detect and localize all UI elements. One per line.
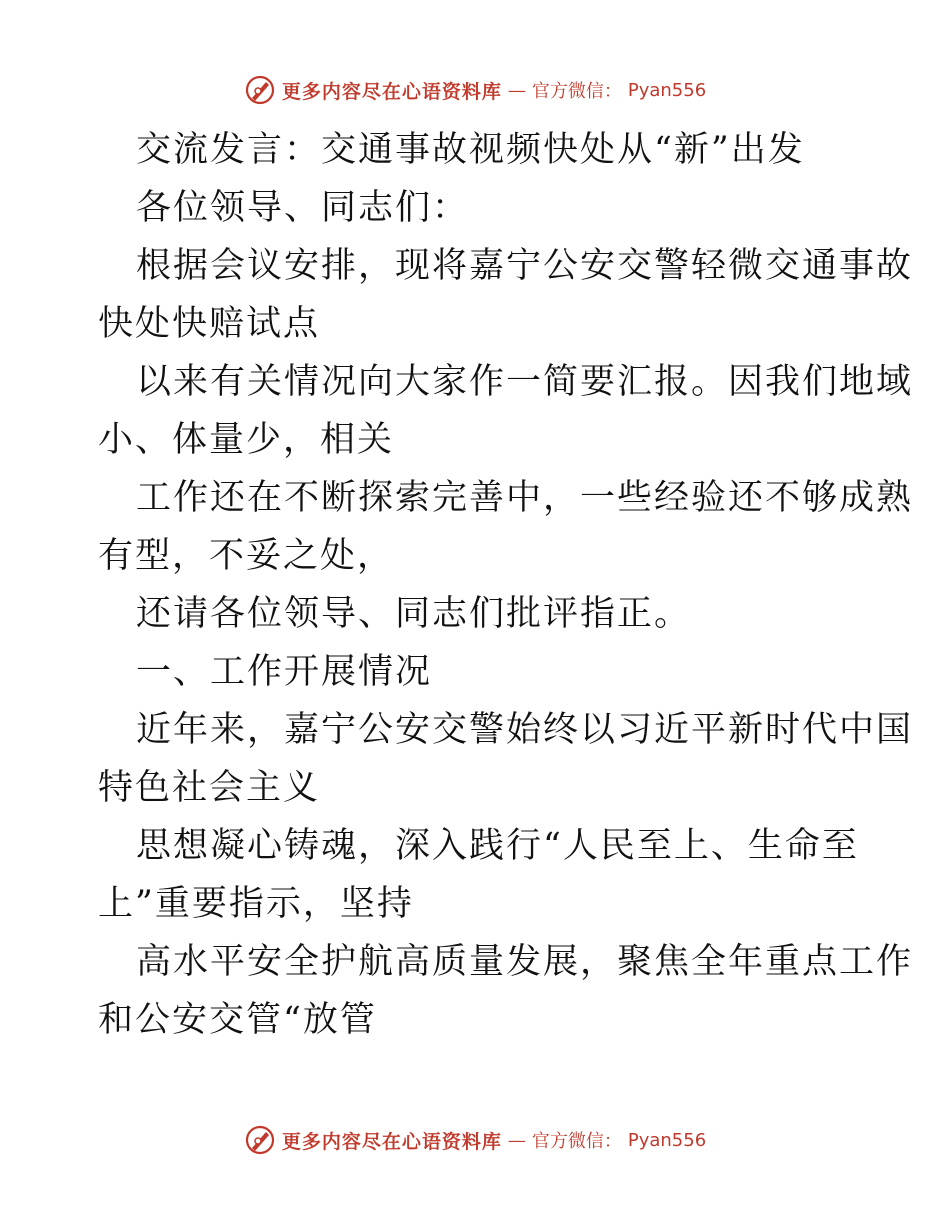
pen-logo-icon	[244, 74, 276, 106]
paragraph-line: 高水平安全护航高质量发展，聚焦全年重点工作	[136, 942, 914, 982]
footer-site-text: 更多内容尽在心语资料库	[281, 1130, 502, 1153]
header-wechat-label: 官方微信：	[531, 81, 622, 102]
paragraph-line: 特色社会主义	[98, 768, 321, 808]
paragraph-line: 工作还在不断探索完善中，一些经验还不够成熟	[136, 478, 914, 518]
paragraph-line: 以来有关情况向大家作一简要汇报。因我们地域	[136, 362, 914, 402]
footer-wechat-label: 官方微信：	[531, 1131, 622, 1152]
paragraph-line: 近年来，嘉宁公安交警始终以习近平新时代中国	[136, 710, 914, 750]
document-title: 交流发言：交通事故视频快处从“新”出发	[136, 130, 805, 170]
salutation: 各位领导、同志们：	[136, 188, 470, 228]
paragraph-line: 上”重要指示，坚持	[98, 884, 414, 924]
paragraph-line: 和公安交管“放管	[98, 1000, 377, 1040]
paragraph-line: 思想凝心铸魂，深入践行“人民至上、生命至	[136, 826, 859, 866]
section-heading: 一、工作开展情况	[136, 652, 433, 692]
footer-banner	[0, 1120, 950, 1160]
paragraph-line: 有型，不妥之处，	[98, 536, 395, 576]
paragraph-line: 小、体量少，相关	[98, 420, 395, 460]
footer-dash: —	[507, 1129, 526, 1151]
footer-wechat-id: Pyan556	[627, 1129, 707, 1151]
header-site-text: 更多内容尽在心语资料库	[281, 80, 502, 103]
header-banner	[0, 70, 950, 110]
pen-logo-icon	[244, 1124, 276, 1156]
paragraph-line: 快处快赔试点	[98, 304, 321, 344]
header-wechat-id: Pyan556	[627, 79, 707, 101]
paragraph-line: 还请各位领导、同志们批评指正。	[136, 594, 692, 634]
header-dash: —	[507, 79, 526, 101]
paragraph-line: 根据会议安排，现将嘉宁公安交警轻微交通事故	[136, 246, 914, 286]
